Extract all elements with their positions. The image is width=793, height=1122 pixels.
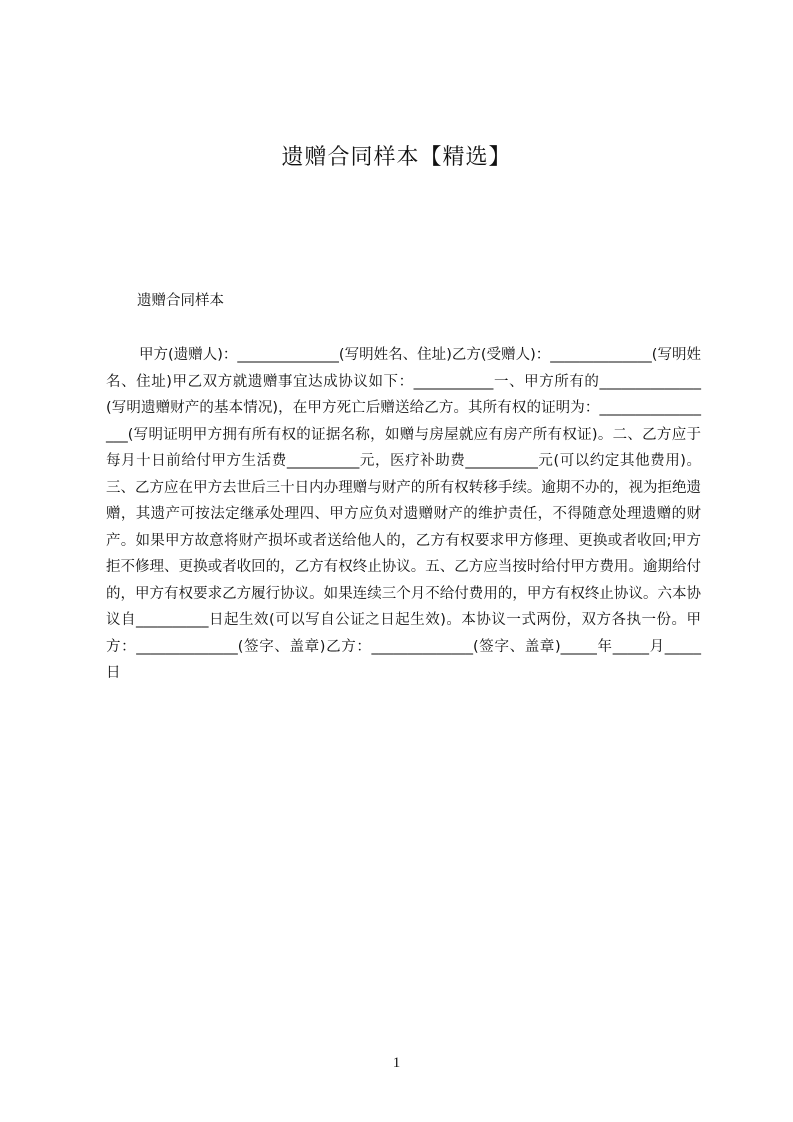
document-subtitle: 遗赠合同样本 bbox=[137, 293, 224, 309]
page-number: 1 bbox=[392, 1055, 401, 1071]
document-title: 遗赠合同样本【精选】 bbox=[281, 145, 512, 170]
contract-body-paragraph: 甲方(遗赠人)：______________(写明姓名、住址)乙方(受赠人)：______________(写明姓名、住址)甲乙双方就遗赠事宜达成协议如下：___________一、甲方所有的______________(写明遗赠财产的基本情况)，在甲方死亡后赠送给乙方。其所有权的证明为：_________________(写明证明甲方拥有所有权的证据名称，如赠与房屋就应有房产所有权证)。二、乙方应于每月十日前给付甲方生活费__________元，医疗补助费__________元(可以约定其他费用)。三、乙方应在甲方去世后三十日内办理赠与财产的所有权转移手续。逾期不办的，视为拒绝遗赠，其遗产可按法定继承处理四、甲方应负对遗赠财产的维护责任，不得随意处理遗赠的财产。如果甲方故意将财产损坏或者送给他人的，乙方有权要求甲方修理、更换或者收回;甲方拒不修理、更换或者收回的，乙方有权终止协议。五、乙方应当按时给付甲方费用。逾期给付的，甲方有权要求乙方履行协议。如果连续三个月不给付费用的，甲方有权终止协议。六本协议自__________日起生效(可以写自公证之日起生效)。本协议一式两份，双方各执一份。甲方：______________(签字、盖章)乙方：______________(签字、盖章)_____年_____月_____日 bbox=[106, 347, 701, 681]
